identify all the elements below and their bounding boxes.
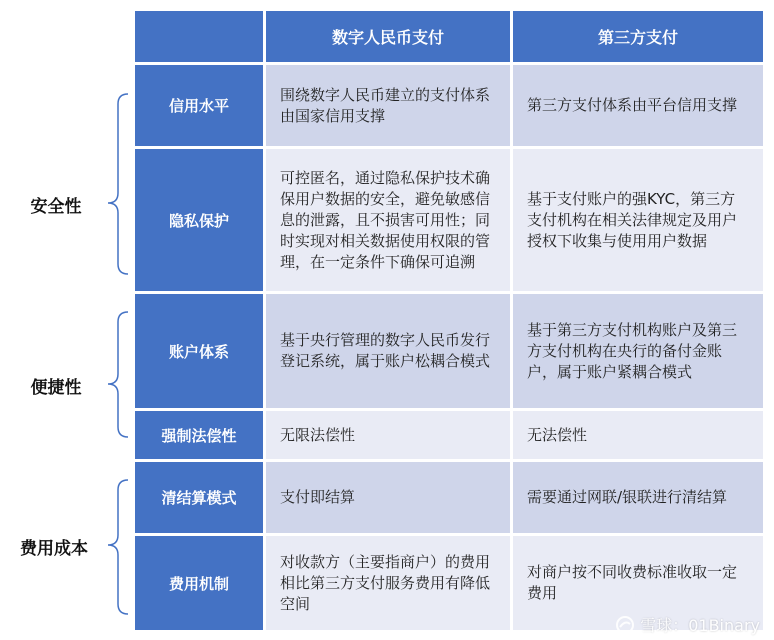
row-credit-third-party: 第三方支付体系由平台信用支撑 [513,65,763,146]
row-label-fee: 费用机制 [135,536,263,630]
brace-cost [108,480,128,614]
row-account-third-party: 基于第三方支付机构账户及第三方支付机构在央行的备付金账户，属于账户紧耦合模式 [513,294,763,408]
row-fee-third-party: 对商户按不同收费标准收取一定费用 [513,536,763,630]
brace-convenience [108,312,128,437]
row-privacy-digital-rmb: 可控匿名，通过隐私保护技术确保用户数据的安全，避免敏感信息的泄露，且不损害可用性；同时实现对相关数据使用权限的管理，在一定条件下确保可追溯 [266,149,510,291]
row-legal-tender-digital-rmb: 无限法偿性 [266,411,510,459]
row-settlement-digital-rmb: 支付即结算 [266,462,510,533]
row-account-digital-rmb: 基于央行管理的数字人民币发行登记系统，属于账户松耦合模式 [266,294,510,408]
group-label-convenience: 便捷性 [30,378,82,398]
row-credit-digital-rmb: 围绕数字人民币建立的支付体系由国家信用支撑 [266,65,510,146]
row-privacy-third-party: 基于支付账户的强KYC，第三方支付机构在相关法律规定及用户授权下收集与使用用户数据 [513,149,763,291]
header-digital-rmb: 数字人民币支付 [266,11,510,62]
brace-security [108,94,128,274]
row-legal-tender-third-party: 无法偿性 [513,411,763,459]
row-label-legal-tender: 强制法偿性 [135,411,263,459]
header-corner [135,11,263,62]
row-label-privacy: 隐私保护 [135,149,263,291]
header-third-party: 第三方支付 [513,11,763,62]
row-label-settlement: 清结算模式 [135,462,263,533]
row-label-credit: 信用水平 [135,65,263,146]
group-label-cost: 费用成本 [20,539,88,559]
row-label-account: 账户体系 [135,294,263,408]
row-settlement-third-party: 需要通过网联/银联进行清结算 [513,462,763,533]
row-fee-digital-rmb: 对收款方（主要指商户）的费用相比第三方支付服务费用有降低空间 [266,536,510,630]
group-label-security: 安全性 [30,197,82,217]
snowball-logo-icon [615,615,635,635]
watermark-text: 雪球：01Binary [640,616,760,635]
watermark [615,613,760,636]
